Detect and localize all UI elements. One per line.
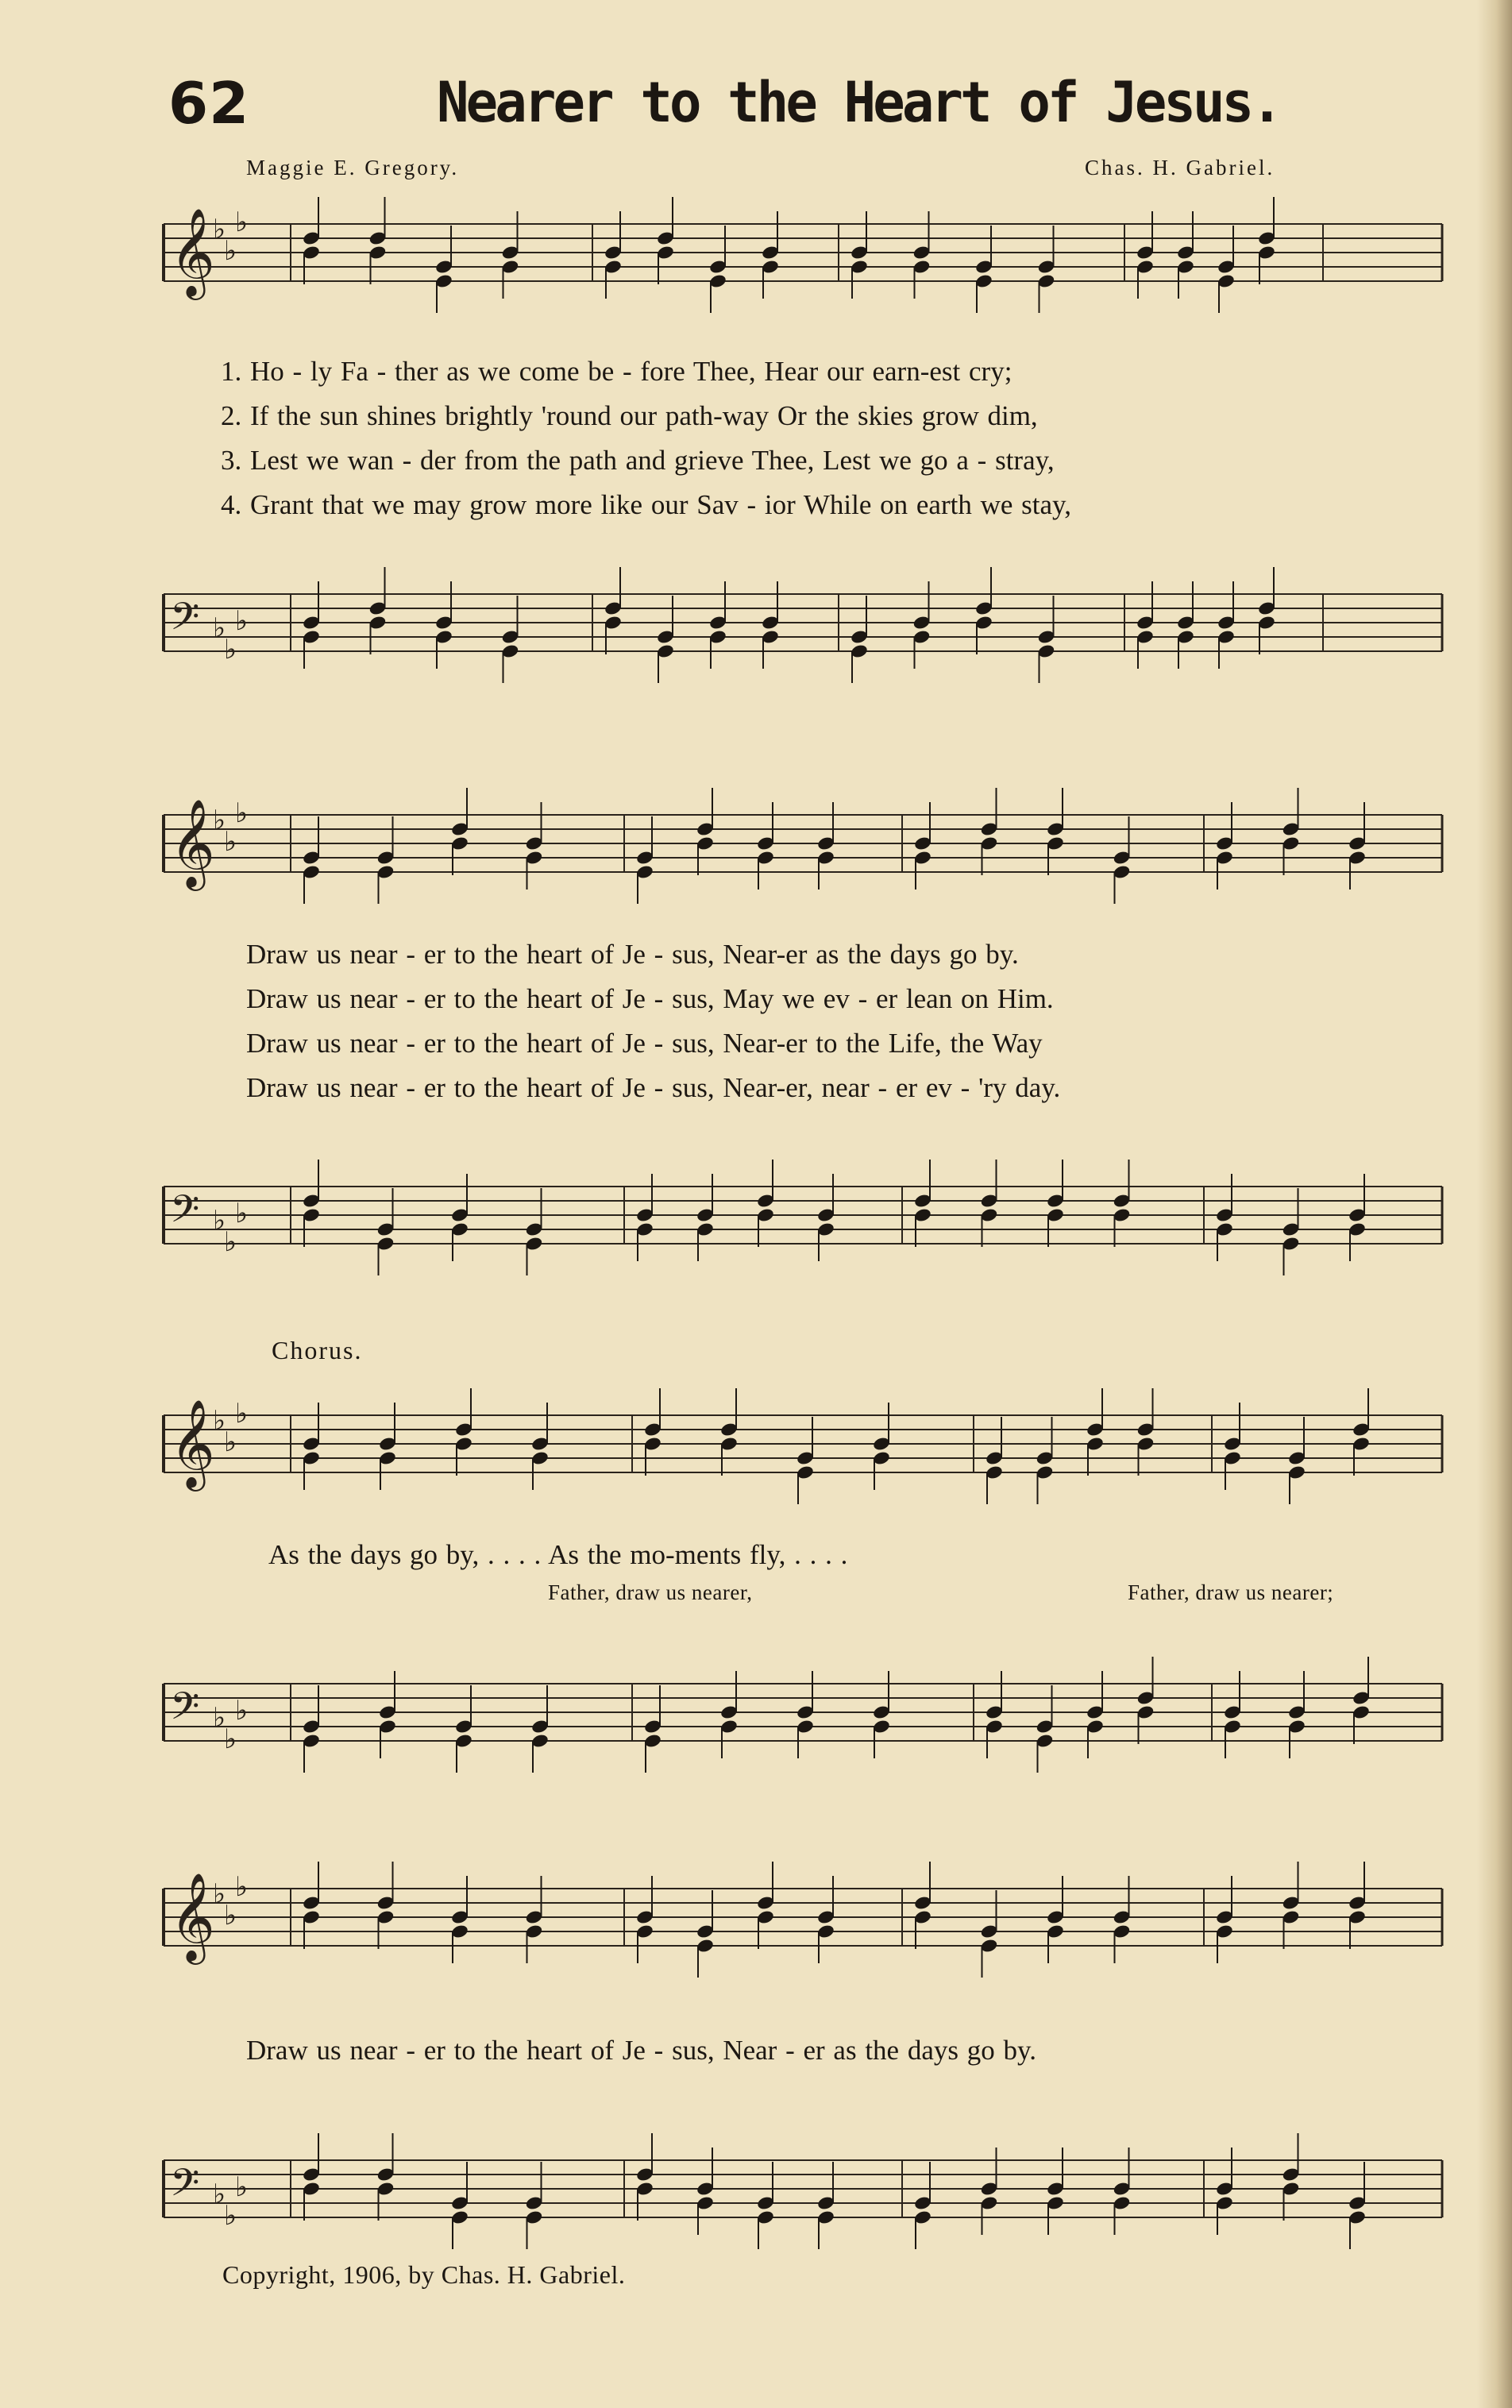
music-staff-bass-4 [0,2144,1512,2240]
bass-clef-icon: 𝄢 [170,2160,200,2214]
flat-icon: ♭ [235,1398,249,1430]
bass-clef-icon: 𝄢 [170,594,200,648]
refrain-line-1: Draw us near - er to the heart of Je - sus, Near-er as the days go by. [246,939,1019,970]
flat-icon: ♭ [235,1695,249,1727]
treble-clef-icon: 𝄞 [170,207,215,296]
flat-icon: ♭ [213,214,226,245]
music-staff-treble-1 [0,208,1512,303]
verse-line-1: 1. Ho - ly Fa - ther as we come be - fore Thee, Hear our earn-est cry; [221,356,1012,387]
bass-clef-icon: 𝄢 [170,1187,200,1241]
flat-icon: ♭ [213,1405,226,1437]
flat-icon: ♭ [213,1878,226,1910]
flat-icon: ♭ [224,2200,237,2232]
music-staff-treble-3 [0,1399,1512,1495]
music-staff-treble-4 [0,1873,1512,1968]
flat-icon: ♭ [235,797,249,829]
music-staff-bass-1 [0,578,1512,673]
flat-icon: ♭ [224,1426,237,1458]
chorus-lyric: As the days go by, . . . . As the mo-ments fly, . . . . [268,1539,848,1570]
flat-icon: ♭ [224,1226,237,1258]
verse-line-4: 4. Grant that we may grow more like our Sav - ior While on earth we stay, [221,489,1072,520]
flat-icon: ♭ [213,2178,226,2210]
copyright-notice: Copyright, 1906, by Chas. H. Gabriel. [222,2260,626,2289]
music-staff-bass-3 [0,1668,1512,1763]
verse-line-3: 3. Lest we wan - der from the path and grieve Thee, Lest we go a - stray, [221,445,1055,476]
music-staff-bass-2 [0,1171,1512,1266]
flat-icon: ♭ [235,1198,249,1229]
flat-icon: ♭ [235,605,249,637]
flat-icon: ♭ [213,805,226,836]
bass-clef-icon: 𝄢 [170,1684,200,1738]
refrain-line-2: Draw us near - er to the heart of Je - sus, May we ev - er lean on Him. [246,983,1054,1014]
flat-icon: ♭ [235,1871,249,1903]
final-lyric-line: Draw us near - er to the heart of Je - sus, Near - er as the days go by. [246,2035,1036,2066]
composer-credit: Chas. H. Gabriel. [1085,156,1275,179]
treble-clef-icon: 𝄞 [170,1399,215,1488]
flat-icon: ♭ [213,612,226,644]
author-credit: Maggie E. Gregory. [246,156,460,179]
treble-clef-icon: 𝄞 [170,798,215,887]
flat-icon: ♭ [235,206,249,238]
chorus-response-2: Father, draw us nearer; [1128,1580,1334,1604]
flat-icon: ♭ [224,634,237,666]
flat-icon: ♭ [213,1205,226,1237]
flat-icon: ♭ [235,2171,249,2203]
treble-clef-icon: 𝄞 [170,1872,215,1961]
flat-icon: ♭ [213,1702,226,1734]
chorus-label: Chorus. [272,1336,363,1364]
chorus-response-1: Father, draw us nearer, [548,1580,753,1604]
refrain-line-4: Draw us near - er to the heart of Je - sus, Near-er, near - er ev - 'ry day. [246,1072,1061,1103]
flat-icon: ♭ [224,1900,237,1931]
flat-icon: ♭ [224,826,237,858]
flat-icon: ♭ [224,1723,237,1755]
music-staff-treble-2 [0,799,1512,894]
hymn-title: Nearer to the Heart of Jesus. [437,70,1280,135]
refrain-line-3: Draw us near - er to the heart of Je - sus, Near-er to the Life, the Way [246,1028,1043,1059]
flat-icon: ♭ [224,235,237,267]
verse-line-2: 2. If the sun shines brightly 'round our path-way Or the skies grow dim, [221,400,1038,431]
page-number: 62 [168,70,250,137]
